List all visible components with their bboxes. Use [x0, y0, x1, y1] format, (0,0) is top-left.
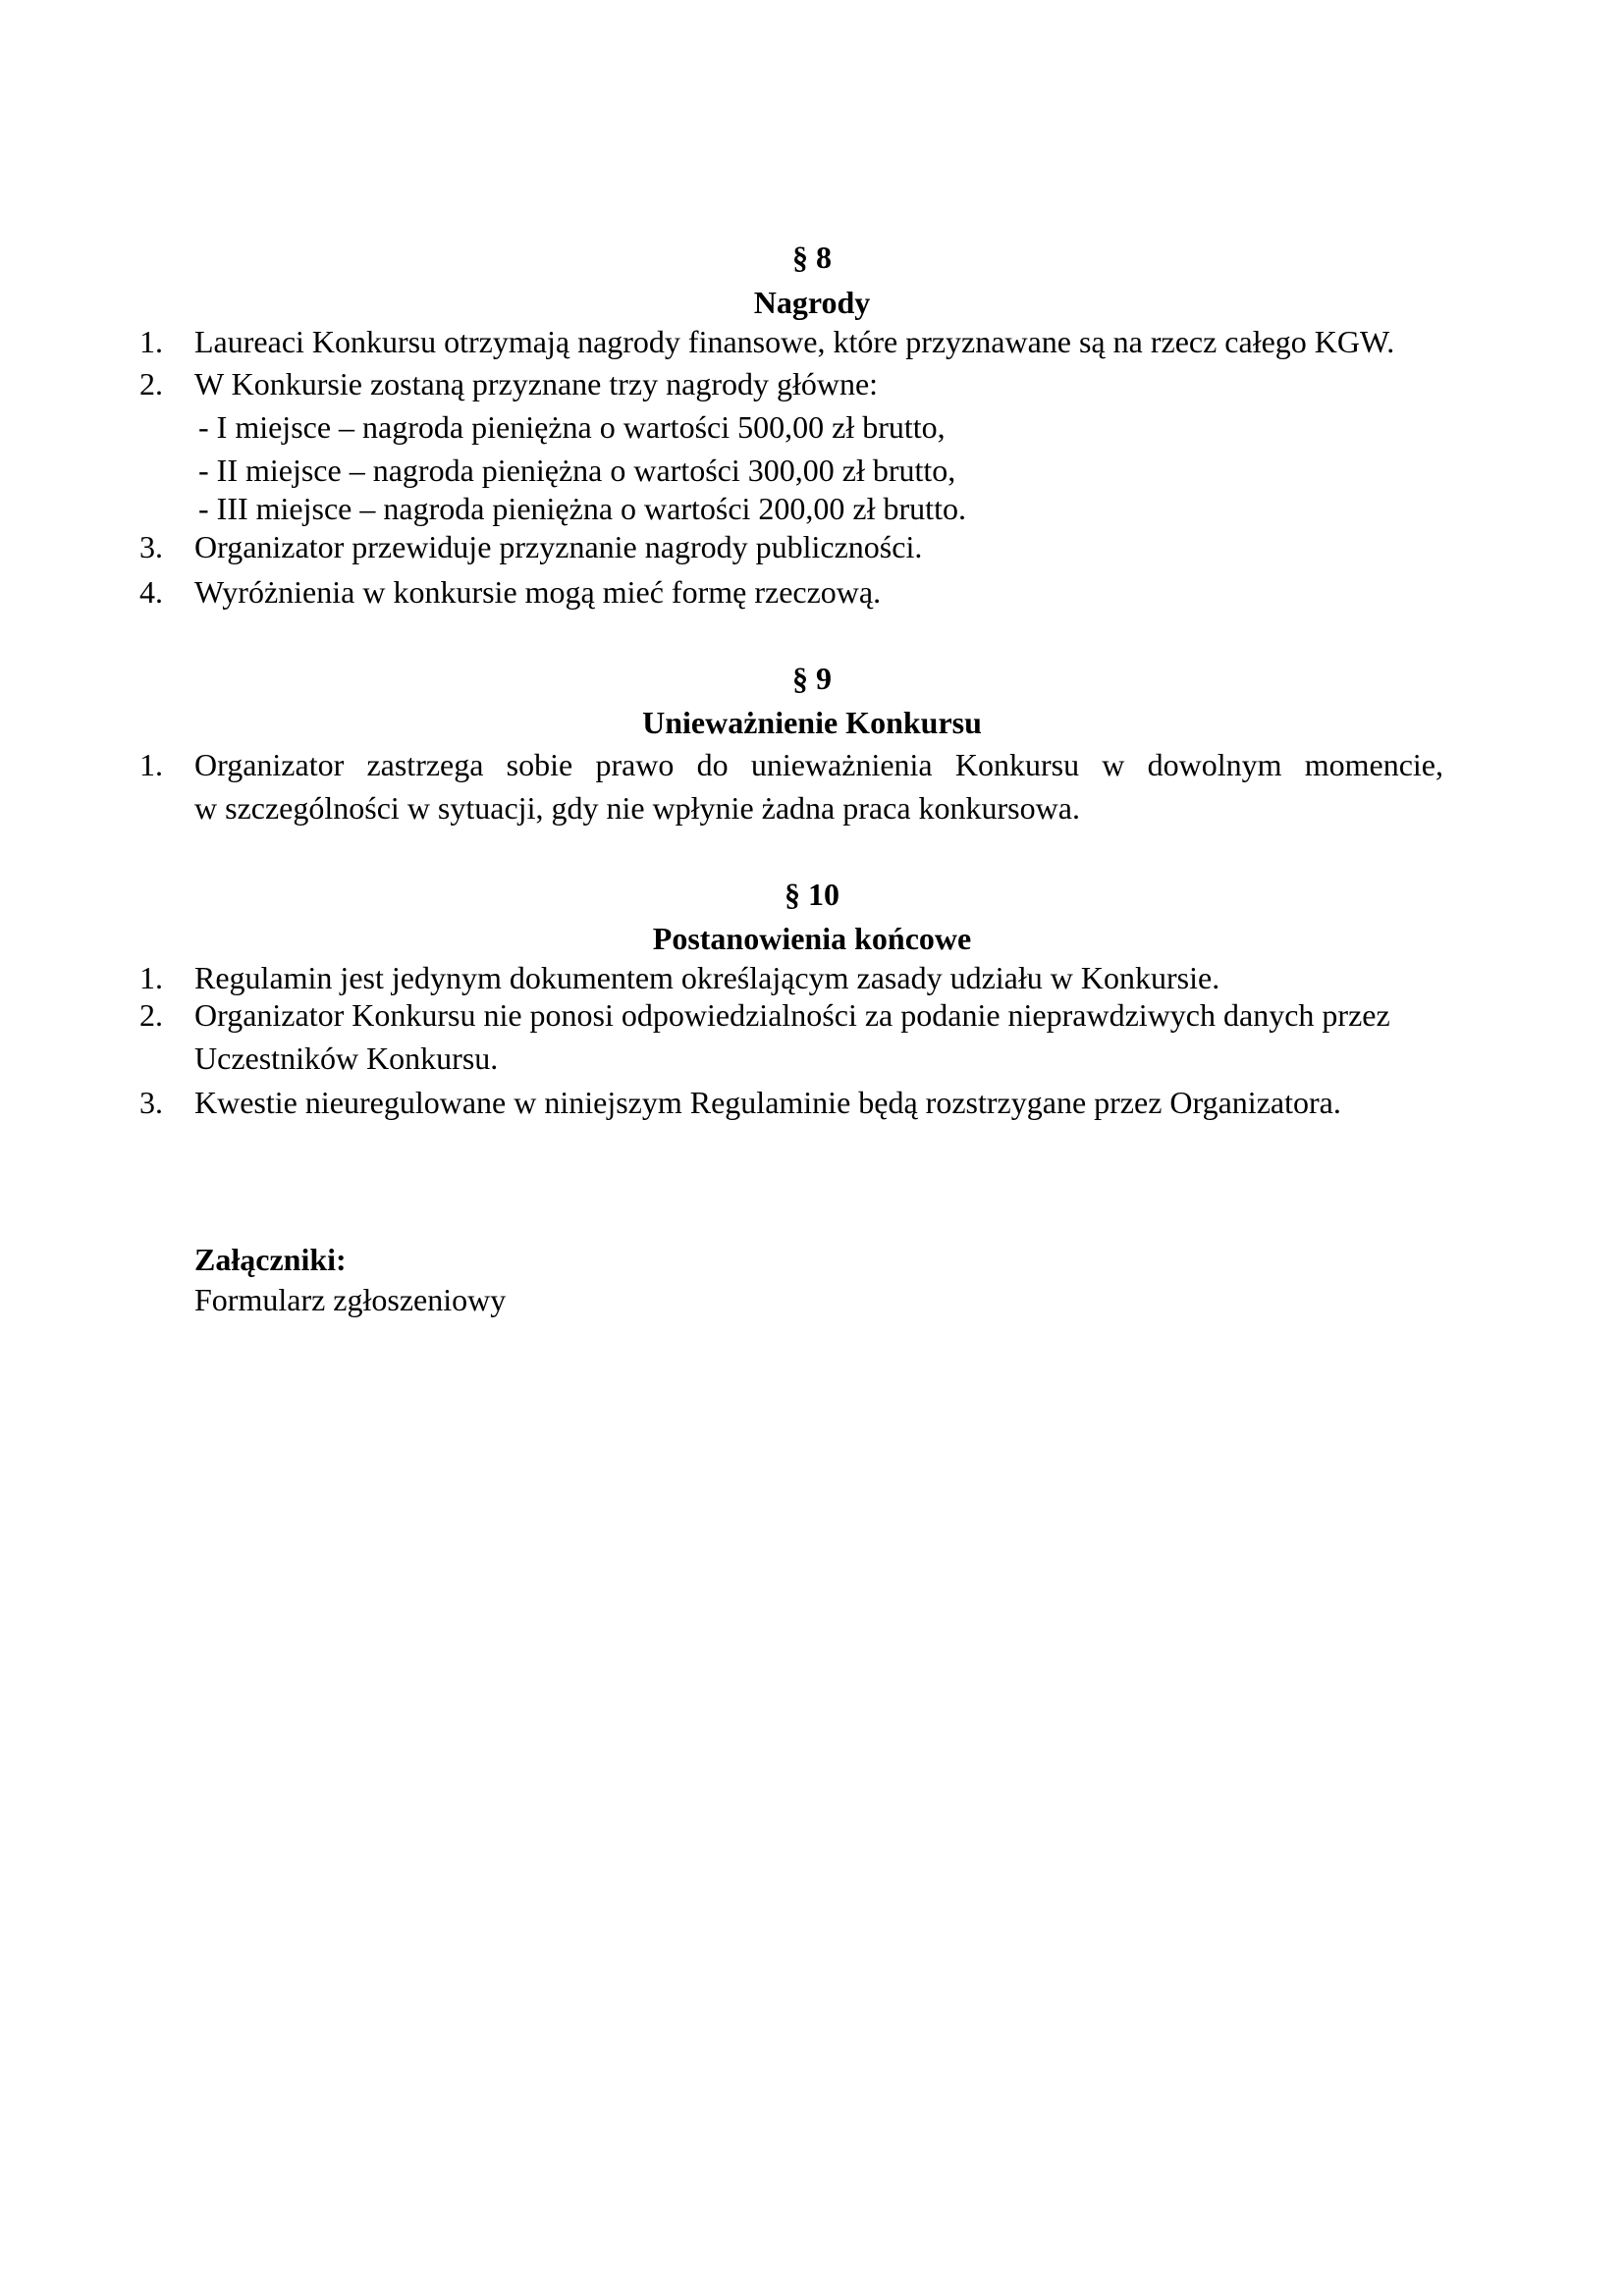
item-number: 2.	[139, 997, 163, 1033]
attachments-label: Załączniki:	[194, 1242, 347, 1277]
item-text: W Konkursie zostaną przyznane trzy nagrody główne:	[194, 366, 879, 401]
item-number: 3.	[139, 1085, 163, 1120]
section-10-title: Postanowienia końcowe	[652, 921, 972, 956]
section-8-title: Nagrody	[753, 285, 871, 320]
item-number: 1.	[139, 324, 163, 359]
section-9-number: § 9	[792, 661, 832, 696]
item-text: Organizator zastrzega sobie prawo do unieważnienia Konkursu w dowolnym momencie,	[194, 747, 1443, 782]
prize-third-place: - III miejsce – nagroda pieniężna o wartości 200,00 zł brutto.	[198, 491, 966, 526]
item-text: Organizator Konkursu nie ponosi odpowiedzialności za podanie nieprawdziwych danych przez	[194, 997, 1390, 1033]
prize-first-place: - I miejsce – nagroda pieniężna o wartości 500,00 zł brutto,	[198, 409, 946, 445]
item-number: 1.	[139, 747, 163, 782]
item-text: Regulamin jest jedynym dokumentem określającym zasady udziału w Konkursie.	[194, 960, 1220, 995]
attachment-item: Formularz zgłoszeniowy	[194, 1282, 507, 1317]
prize-second-place: - II miejsce – nagroda pieniężna o wartości 300,00 zł brutto,	[198, 453, 956, 488]
section-8-number: § 8	[792, 240, 832, 275]
item-text: Wyróżnienia w konkursie mogą mieć formę rzeczową.	[194, 574, 882, 610]
item-number: 1.	[139, 960, 163, 995]
item-text: Laureaci Konkursu otrzymają nagrody finansowe, które przyznawane są na rzecz całego KGW.	[194, 324, 1395, 359]
item-text-continued: Uczestników Konkursu.	[194, 1041, 499, 1076]
item-number: 4.	[139, 574, 163, 610]
item-text-continued: w szczególności w sytuacji, gdy nie wpłynie żadna praca konkursowa.	[194, 790, 1080, 826]
item-text: Kwestie nieuregulowane w niniejszym Regulaminie będą rozstrzygane przez Organizatora.	[194, 1085, 1341, 1120]
section-9-title: Unieważnienie Konkursu	[642, 705, 982, 740]
item-text: Organizator przewiduje przyznanie nagrody publiczności.	[194, 529, 923, 564]
section-10-number: § 10	[785, 877, 839, 912]
item-number: 3.	[139, 529, 163, 564]
item-number: 2.	[139, 366, 163, 401]
